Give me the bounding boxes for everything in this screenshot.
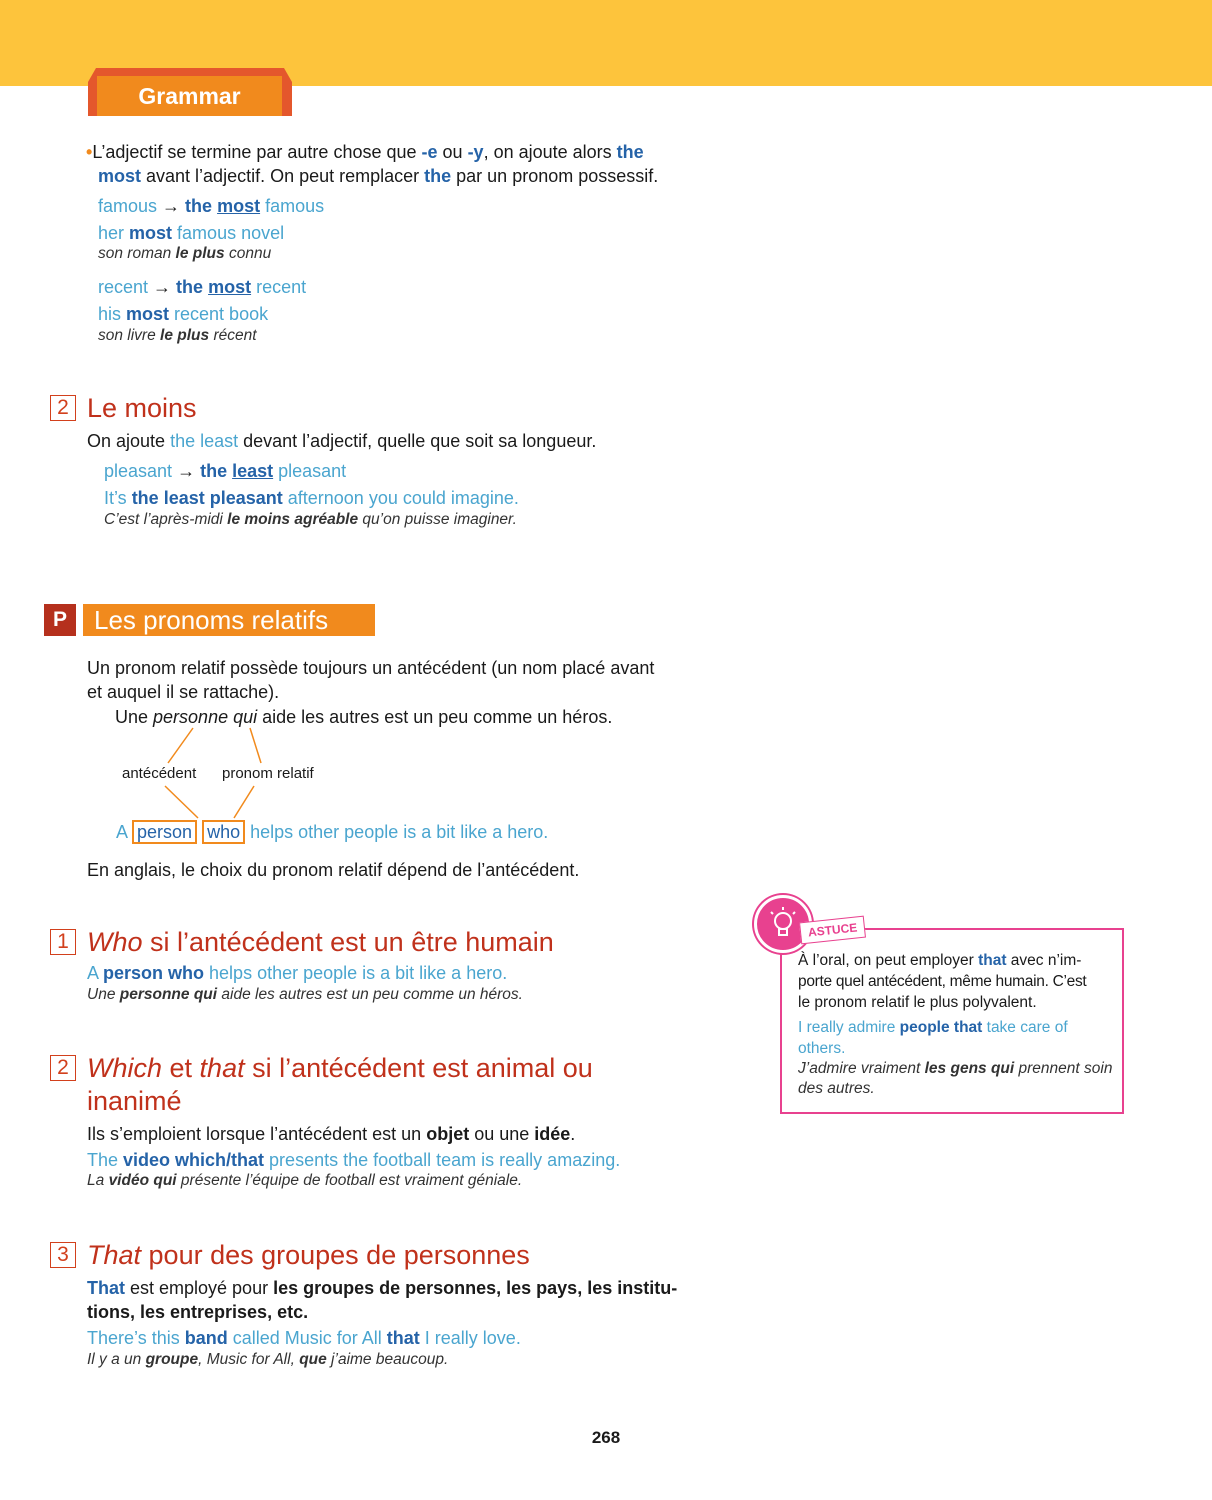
section-title-line-2: inanimé [87,1086,182,1116]
astuce-example-1: I really admire people that take care of [798,1019,1068,1036]
astuce-translation-2: des autres. [798,1080,875,1097]
section-title: Le moins [87,393,197,423]
section-title: That pour des groupes de personnes [87,1240,530,1270]
antecedent-box: person [132,820,197,844]
intro-line-1: •L’adjectif se termine par autre chose que -e ou -y, on ajoute alors the [86,142,644,162]
section-letter: P [44,604,76,636]
astuce-line-2: porte quel antécédent, même humain. C’est [798,973,1087,990]
section-number: 1 [50,929,76,955]
translation-livre: son livre le plus récent [98,327,257,344]
section-title: Which et that si l’antécédent est animal ou [87,1053,593,1083]
example-famous: famous → the most famous [98,196,325,216]
connector-line [250,728,261,763]
example-his-book: his most recent book [98,304,269,324]
section-number: 2 [50,1055,76,1081]
which-rule: Ils s’emploient lorsque l’antécédent est un objet ou une idée. [87,1124,576,1144]
label-antecedent: antécédent [122,765,197,782]
that-rule-1: That est employé pour les groupes de personnes, les pays, les institu- [87,1278,678,1298]
connector-line [168,728,193,763]
english-example: A person who helps other people is a bit like a hero. [116,822,549,842]
that-translation: Il y a un groupe, Music for All, que j’aime beaucoup. [87,1351,449,1368]
moins-rule: On ajoute the least devant l’adjectif, quelle que soit sa longueur. [87,431,597,451]
connector-line [165,786,198,818]
astuce-tag: ASTUCE [799,916,866,945]
that-example: There’s this band called Music for All that I really love. [87,1328,521,1348]
section-number: 2 [50,395,76,421]
relatifs-intro-2: et auquel il se rattache). [87,682,280,702]
who-example: A person who helps other people is a bit like a hero. [87,963,508,983]
translation-apres-midi: C’est l’après-midi le moins agréable qu’on puisse imaginer. [104,511,517,528]
section-title: Who si l’antécédent est un être humain [87,927,554,957]
astuce-line-3: le pronom relatif le plus polyvalent. [798,994,1037,1011]
example-pleasant: pleasant → the least pleasant [104,461,347,481]
section-number: 3 [50,1242,76,1268]
relatifs-conclusion: En anglais, le choix du pronom relatif dépend de l’antécédent. [87,860,580,880]
french-example: Une personne qui aide les autres est un peu comme un héros. [115,707,613,727]
example-her-novel: her most famous novel [98,223,285,243]
page-number: 268 [591,1428,621,1447]
astuce-translation-1: J’admire vraiment les gens qui prennent soin [798,1060,1113,1077]
which-example: The video which/that presents the football team is really amazing. [87,1150,621,1170]
chapter-title: Les pronoms relatifs [83,604,375,636]
which-translation: La vidéo qui présente l’équipe de football est vraiment géniale. [87,1172,523,1189]
who-translation: Une personne qui aide les autres est un peu comme un héros. [87,986,523,1003]
intro-line-2: most avant l’adjectif. On peut remplacer the par un pronom possessif. [98,166,659,186]
astuce-line-1: À l’oral, on peut employer that avec n’im- [798,952,1082,969]
example-recent: recent → the most recent [98,277,307,297]
label-pronom-relatif: pronom relatif [222,765,314,782]
translation-roman: son roman le plus connu [98,245,272,262]
connector-line [234,786,254,818]
relatifs-intro-1: Un pronom relatif possède toujours un antécédent (un nom placé avant [87,658,655,678]
astuce-example-2: others. [798,1040,846,1057]
bullet-icon: • [86,142,93,162]
that-rule-2: tions, les entreprises, etc. [87,1302,309,1322]
example-afternoon: It’s the least pleasant afternoon you could imagine. [104,488,519,508]
pronoun-box: who [202,820,245,844]
tab-label: Grammar [97,76,282,116]
